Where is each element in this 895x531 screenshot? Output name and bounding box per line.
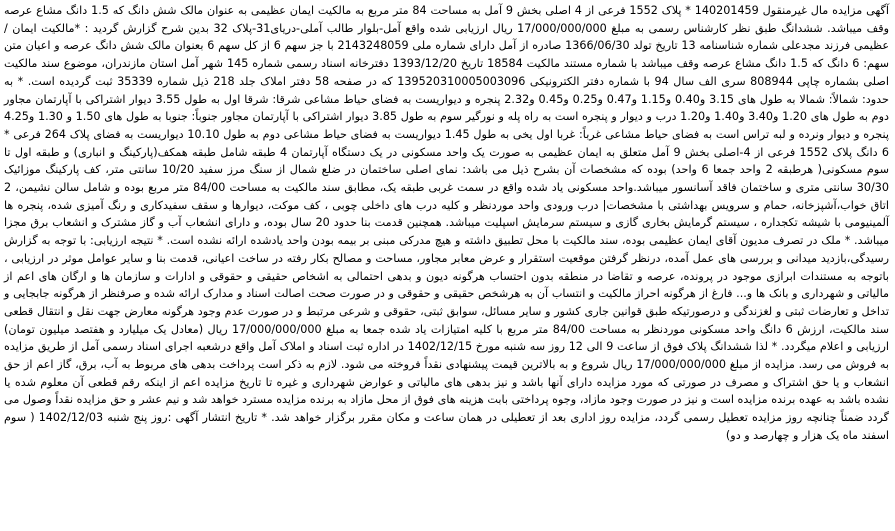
auction-notice-text: آگهی مزایده مال غیرمنقول 140201459 * پلاک 1552 فرعی از 4 اصلی بخش 9 آمل به مساحت 84 متر مربع به مالکیت ایمان عظیمی به عنوان مالک شش دانگ که 1.5 دانگ مشاع عرصه وقف میباشد. ششدانگ طبق نظر کارشناس رسمی به مبلغ 17/000/000/000 ریال ارزیابی شده واقع آمل-بلوار طالب آملی-دریای31-پلاک 32 بدین شرح گزارش گردید : *مالکیت ایمان / عظیمی فرزند مجدعلی شماره شناسنامه 13 تاریخ تولد 1366/06/30 صادره از آمل دارای شماره ملی 2143248059 با جز سهم 6 از کل سهم 6 بعنوان مالک شش دانگ عرصه و اعیان متن سهم: 6 دانگ که 1.5 دانگ مشاع عرصه وقف میباشد با شماره مستند مالکیت 18584 تاریخ 1393/12/20 دفترخانه اسناد رسمی شماره 145 شهر آمل استان مازندران، موضوع سند مالکیت اصلی بشماره چاپی 808944 سری الف سال 94 با شماره دفتر الکترونیکی 139520310005003096 که در صفحه 58 دفتر املاک جلد 218 ذیل شماره 35339 ثبت گردیده است. * به حدود: شمالاً: شمالا به طول های 3.15 و0.40 و1.15 و0.47 و0.25 و0.45 و2.32 پنجره و دیواریست به فضای حیاط مشاعی شرقا: شرقا اول به طول 3.55 دیوار اشتراکی با آپارتمان مجاور دوم به طول های 1.20 و3.40 و1.40 و1.20 درب و دیوار و پنجره است به راه پله و نورگیر سوم به طول 3.85 دیوار اشتراکی با آپارتمان مجاور جنوباً: جنوبا به طول های 1.50 و 1.30 و4.25 پنجره و دیوار ونرده و لبه تراس است به فضای حیاط مشاعی غرباً: غربا اول یخی به طول 1.45 دیواریست به فضای حیاط مشاعی دوم به طول 10.10 دیواریست به فضای پلاک 264 فرعی * 6 دانگ پلاک 1552 فرعی از 4-اصلی بخش 9 آمل متعلق به ایمان عظیمی به صورت یک واحد مسکونی در یک دستگاه آپارتمان 4 طبقه شامل طبقه همکف(پارکینگ و انباری) و طبقه اول تا سوم مسکونی( هرطبقه 2 واحد جمعا 6 واحد) بوده که مشخصات آن بشرح ذیل می باشد: نمای اصلی ساختمان در ضلع شمال از سنگ مرز سفید 10/20 سانتی متر، کف پارکینگ موزائیک 30/30 سانتی متری و ساختمان فاقد آسانسور میباشد.واحد مسکونی یاد شده واقع در سمت غربی طبقه یک، مطابق سند مالکیت به مساحت 84/00 متر مربع بوده و شامل سالن نشیمن، 2 اتاق خواب،آشپزخانه، حمام و سرویس بهداشتی با مشخصات| درب ورودی واحد موردنظر و کلیه درب های داخلی چوبی ، کف موکت، دیوارها و سقف سفیدکاری و رنگ آمیزی شده، پنجره ها آلمینیومی با شیشه تکجداره ، سیستم گرمایش بخاری گازی و سیستم سرمایش اسپلیت میباشد. همچنین قدمت بنا حدود 20 سال بوده، و دارای انشعاب آب و گاز مشترک و انشعاب برق مجزا میباشد. * ملک در تصرف مدیون آقای ایمان عظیمی بوده، سند مالکیت با محل تطبیق داشته و هیچ مدرکی مبنی بر بیمه بودن واحد یادشده ارائه نشده است. * نتیجه ارزیابی: با توجه به گزارش رسیدگی،بازدید میدانی و بررسی های عمل آمده، درنظر گرفتن موقعیت استقرار و عرض معابر مجاور، مساحت و مصالح بکار رفته در ساخت اعیانی، قدمت بنا و سایر عوامل موثر در ارزیابی ، باتوجه به مستندات ابرازی موجود در پرونده، عرصه و تقاضا در منطقه بدون احتساب هرگونه دیون و بدهی احتمالی به اشخاص حقیقی و حقوقی و ادارات و سازمان ها و ارگان های اعم از مالیاتی و شهرداری و بانک ها و... فارغ از هرگونه احراز مالکیت و انتساب آن به هرشخص حقیقی و حقوقی و در صورت صحت اصالت اسناد و مدارک ارائه شده و صرفنظر از هرگونه جابجایی و تداخل و تعارضات ثبتی و لغزندگی و درصورتیکه طبق قوانین جاری کشور و سایر مسائل، سوابق ثبتی، حقوقی و شرعی مرتبط و در صورت عدم وجود هرگونه معارض جهت نقل و انتقال قطعی سند مالکیت، ارزش 6 دانگ واحد مسکونی موردنظر به مساحت 84/00 متر مربع با کلیه امتیازات یاد شده جمعا به مبلغ 17/000/000/000 ریال (معادل یک میلیارد و هفتصد میلیون تومان) ارزیابی و اعلام میگردد. * لذا ششدانگ پلاک فوق از ساعت 9 الی 12 روز سه شنبه مورخ 1402/12/15 در اداره ثبت اسناد و املاک آمل واقع درشعبه اجرای اسناد رسمی آمل از طریق مزایده به فروش می رسد. مزایده از مبلغ 17/000/000/000 ریال شروع و به بالاترین قیمت پیشنهادی نقداً فروخته می شود. لازم به ذکر است پرداخت بدهی های مربوط به آب، برق، گاز اعم از حق انشعاب و یا حق اشتراک و مصرف در صورتی که مورد مزایده دارای آنها باشد و نیز بدهی های مالیاتی و عوارض شهرداری و غیره تا تاریخ مزایده اعم از اینکه رقم قطعی آن معلوم شده یا نشده باشد به عهده برنده مزایده است و نیز در صورت وجود مازاد، وجوه پرداختی بابت هزینه های فوق از محل مازاد به برنده مزایده مسترد خواهد شد و نیم عشر و حق مزایده نقداً وصول می گردد ضمناً چنانچه روز مزایده تعطیل رسمی گردد، مزایده روز اداری بعد از تعطیلی در همان ساعت و مکان مقرر برگزار خواهد شد. * تاریخ انتشار آگهی :روز پنج شنبه 1402/12/03 ( سوم اسفند ماه یک هزار و چهارصد و دو)	[4, 4, 890, 442]
